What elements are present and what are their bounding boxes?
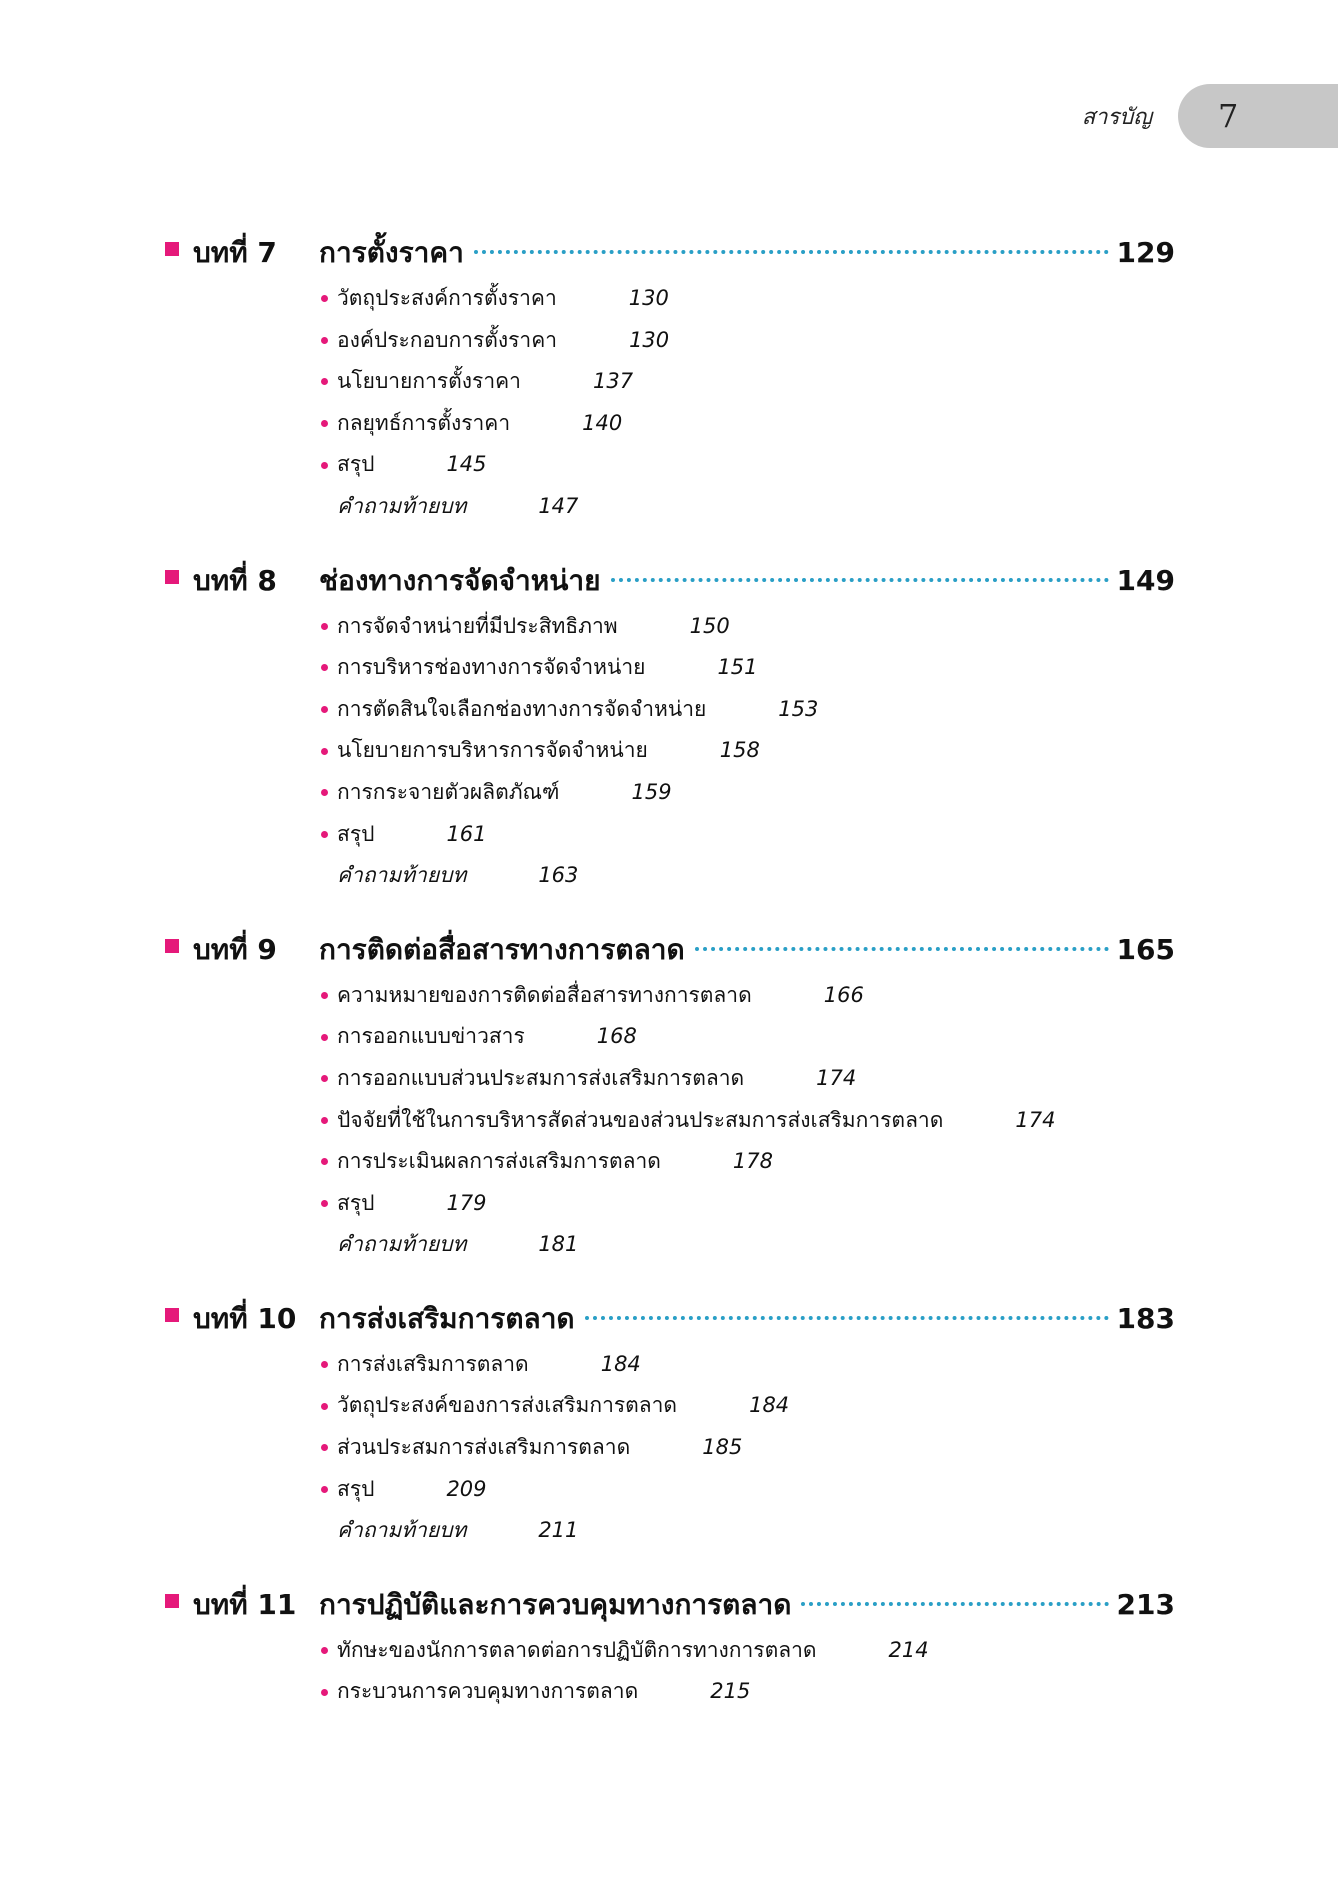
chapter-10 bbox=[165, 1294, 1175, 1552]
chapter-page: 149 bbox=[1116, 563, 1175, 597]
section-item[interactable] bbox=[321, 361, 1175, 403]
chapter-title: การติดต่อสื่อสารทางการตลาด bbox=[319, 932, 685, 966]
chapter-heading[interactable] bbox=[165, 556, 1175, 606]
section-page: 168 bbox=[596, 1024, 637, 1049]
bullet-icon bbox=[321, 831, 328, 838]
section-title: การส่งเสริมการตลาด bbox=[337, 1351, 529, 1376]
square-bullet-icon bbox=[165, 242, 179, 256]
section-item[interactable] bbox=[321, 1058, 1175, 1100]
chapter-title: การปฏิบัติและการควบคุมทางการตลาด bbox=[319, 1587, 792, 1621]
section-item[interactable] bbox=[321, 730, 1175, 772]
chapter-heading[interactable] bbox=[165, 925, 1175, 975]
section-item[interactable] bbox=[321, 647, 1175, 689]
dot-leader bbox=[801, 1602, 1108, 1606]
questions-title: คำถามท้ายบท bbox=[337, 1518, 467, 1543]
section-page: 215 bbox=[710, 1679, 751, 1704]
section-page: 150 bbox=[689, 613, 730, 638]
chapter-page: 129 bbox=[1116, 236, 1175, 269]
section-item[interactable] bbox=[321, 1385, 1175, 1427]
chapter-heading[interactable] bbox=[165, 228, 1175, 278]
bullet-icon bbox=[321, 337, 328, 344]
section-item[interactable] bbox=[321, 278, 1175, 320]
section-label: สารบัญ bbox=[1081, 104, 1152, 130]
section-item[interactable] bbox=[321, 814, 1175, 856]
bullet-icon bbox=[321, 748, 328, 755]
section-page: 179 bbox=[446, 1190, 487, 1215]
square-bullet-icon bbox=[165, 939, 179, 953]
section-title: ส่วนประสมการส่งเสริมการตลาด bbox=[337, 1435, 631, 1460]
questions-item[interactable] bbox=[321, 1224, 1175, 1266]
chapter-7 bbox=[165, 228, 1175, 528]
section-item[interactable] bbox=[321, 1141, 1175, 1183]
section-list bbox=[321, 278, 1175, 528]
section-page: 178 bbox=[732, 1149, 774, 1174]
section-page: 130 bbox=[629, 327, 670, 352]
section-title: การจัดจำหน่ายที่มีประสิทธิภาพ bbox=[337, 613, 618, 638]
chapter-heading[interactable] bbox=[165, 1294, 1175, 1344]
section-page: 161 bbox=[446, 821, 487, 846]
questions-title: คำถามท้ายบท bbox=[337, 1232, 467, 1257]
page-number-tab bbox=[1178, 84, 1338, 148]
questions-page: 147 bbox=[538, 493, 579, 518]
section-title: นโยบายการบริหารการจัดจำหน่าย bbox=[337, 738, 648, 763]
section-title: สรุป bbox=[337, 1190, 375, 1215]
bullet-icon bbox=[321, 1647, 328, 1654]
questions-title: คำถามท้ายบท bbox=[337, 493, 467, 518]
bullet-icon bbox=[321, 1034, 328, 1041]
chapter-label: บทที่ 10 bbox=[193, 1301, 297, 1335]
section-page: 214 bbox=[888, 1637, 929, 1662]
chapter-heading[interactable] bbox=[165, 1580, 1175, 1630]
section-title: การกระจายตัวผลิตภัณฑ์ bbox=[337, 779, 560, 804]
section-item[interactable] bbox=[321, 772, 1175, 814]
chapter-8 bbox=[165, 556, 1175, 897]
questions-item[interactable] bbox=[321, 1510, 1175, 1552]
bullet-icon bbox=[321, 462, 328, 469]
bullet-icon bbox=[321, 1117, 328, 1124]
section-page: 140 bbox=[582, 410, 623, 435]
page-number: 7 bbox=[1218, 97, 1239, 135]
section-page: 209 bbox=[446, 1476, 487, 1501]
section-page: 151 bbox=[717, 655, 758, 680]
chapter-label: บทที่ 8 bbox=[193, 563, 277, 597]
chapter-11 bbox=[165, 1580, 1175, 1713]
section-title: องค์ประกอบการตั้งราคา bbox=[337, 327, 558, 352]
chapter-title: ช่องทางการจัดจำหน่าย bbox=[319, 563, 601, 597]
bullet-icon bbox=[321, 1075, 328, 1082]
questions-item[interactable] bbox=[321, 855, 1175, 897]
chapter-label: บทที่ 7 bbox=[193, 236, 277, 269]
section-item[interactable] bbox=[321, 975, 1175, 1017]
section-item[interactable] bbox=[321, 444, 1175, 486]
questions-page: 211 bbox=[538, 1518, 579, 1543]
section-item[interactable] bbox=[321, 606, 1175, 648]
table-of-contents bbox=[165, 228, 1175, 1741]
section-item[interactable] bbox=[321, 1344, 1175, 1386]
questions-item[interactable] bbox=[321, 486, 1175, 528]
section-page: 166 bbox=[823, 982, 864, 1007]
square-bullet-icon bbox=[165, 1594, 179, 1608]
section-title: สรุป bbox=[337, 1476, 375, 1501]
bullet-icon bbox=[321, 1689, 328, 1696]
bullet-icon bbox=[321, 664, 328, 671]
section-title: ความหมายของการติดต่อสื่อสารทางการตลาด bbox=[337, 982, 752, 1007]
section-page: 184 bbox=[749, 1393, 790, 1418]
section-list bbox=[321, 606, 1175, 897]
section-page: 184 bbox=[600, 1351, 641, 1376]
chapter-page: 213 bbox=[1116, 1587, 1175, 1621]
bullet-icon bbox=[321, 378, 328, 385]
section-page: 174 bbox=[816, 1065, 857, 1090]
section-title: ทักษะของนักการตลาดต่อการปฏิบัติการทางการตลาด bbox=[337, 1637, 817, 1662]
section-title: กลยุทธ์การตั้งราคา bbox=[337, 410, 511, 435]
chapter-page: 183 bbox=[1116, 1301, 1175, 1335]
section-item[interactable] bbox=[321, 403, 1175, 445]
section-item[interactable] bbox=[321, 1469, 1175, 1511]
square-bullet-icon bbox=[165, 1308, 179, 1322]
section-page: 159 bbox=[631, 779, 672, 804]
page-header bbox=[1082, 84, 1338, 148]
section-item[interactable] bbox=[321, 1183, 1175, 1225]
section-list bbox=[321, 1344, 1175, 1552]
bullet-icon bbox=[321, 420, 328, 427]
section-item[interactable] bbox=[321, 689, 1175, 731]
section-item[interactable] bbox=[321, 1630, 1175, 1672]
questions-page: 163 bbox=[538, 863, 579, 888]
bullet-icon bbox=[321, 1361, 328, 1368]
bullet-icon bbox=[321, 1200, 328, 1207]
section-title: กระบวนการควบคุมทางการตลาด bbox=[337, 1679, 639, 1704]
bullet-icon bbox=[321, 1444, 328, 1451]
section-item[interactable] bbox=[321, 1427, 1175, 1469]
section-title: การตัดสินใจเลือกช่องทางการจัดจำหน่าย bbox=[337, 696, 707, 721]
bullet-icon bbox=[321, 295, 328, 302]
section-title: สรุป bbox=[337, 452, 375, 477]
bullet-icon bbox=[321, 706, 328, 713]
dot-leader bbox=[695, 947, 1109, 951]
questions-title: คำถามท้ายบท bbox=[337, 863, 467, 888]
section-title: นโยบายการตั้งราคา bbox=[337, 369, 521, 394]
bullet-icon bbox=[321, 992, 328, 999]
bullet-icon bbox=[321, 789, 328, 796]
section-page: 153 bbox=[778, 696, 819, 721]
dot-leader bbox=[474, 250, 1109, 254]
section-title: วัตถุประสงค์ของการส่งเสริมการตลาด bbox=[337, 1393, 678, 1418]
section-page: 137 bbox=[592, 369, 634, 394]
bullet-icon bbox=[321, 1403, 328, 1410]
section-title: การประเมินผลการส่งเสริมการตลาด bbox=[337, 1149, 661, 1174]
chapter-title: การตั้งราคา bbox=[319, 236, 464, 269]
section-list bbox=[321, 1630, 1175, 1713]
dot-leader bbox=[585, 1316, 1109, 1320]
dot-leader bbox=[611, 578, 1109, 582]
section-item[interactable] bbox=[321, 320, 1175, 362]
chapter-label: บทที่ 9 bbox=[193, 932, 277, 966]
bullet-icon bbox=[321, 1486, 328, 1493]
chapter-9 bbox=[165, 925, 1175, 1266]
bullet-icon bbox=[321, 623, 328, 630]
section-title: การออกแบบส่วนประสมการส่งเสริมการตลาด bbox=[337, 1065, 745, 1090]
section-item[interactable] bbox=[321, 1016, 1175, 1058]
section-title: การบริหารช่องทางการจัดจำหน่าย bbox=[337, 655, 646, 680]
bullet-icon bbox=[321, 1158, 328, 1165]
section-title: ปัจจัยที่ใช้ในการบริหารสัดส่วนของส่วนประสมการส่งเสริมการตลาด bbox=[337, 1107, 944, 1132]
section-title: วัตถุประสงค์การตั้งราคา bbox=[337, 286, 557, 310]
section-page: 145 bbox=[446, 452, 487, 477]
section-title: การออกแบบข่าวสาร bbox=[337, 1024, 525, 1049]
questions-page: 181 bbox=[538, 1232, 579, 1257]
square-bullet-icon bbox=[165, 570, 179, 584]
section-title: สรุป bbox=[337, 821, 375, 846]
chapter-label: บทที่ 11 bbox=[193, 1587, 297, 1621]
section-page: 130 bbox=[628, 286, 669, 310]
section-page: 158 bbox=[719, 738, 760, 763]
section-item[interactable] bbox=[321, 1100, 1175, 1142]
chapter-page: 165 bbox=[1116, 932, 1175, 966]
section-list bbox=[321, 975, 1175, 1266]
section-page: 174 bbox=[1015, 1107, 1056, 1132]
section-page: 185 bbox=[702, 1435, 743, 1460]
chapter-title: การส่งเสริมการตลาด bbox=[319, 1301, 575, 1335]
section-item[interactable] bbox=[321, 1671, 1175, 1713]
